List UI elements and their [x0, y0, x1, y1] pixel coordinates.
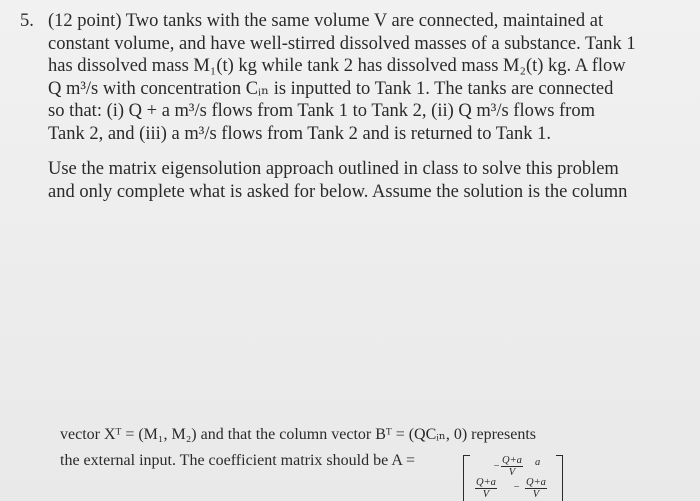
matrix-right-bracket — [556, 455, 563, 501]
coefficient-matrix — [463, 455, 563, 501]
matrix-a12: a — [535, 457, 541, 468]
text-line-3: has dissolved mass M₁(t) kg while tank 2 has dissolved mass M₂(t) kg. A flow — [48, 56, 626, 77]
matrix-a22: $\frac{Q+a}{V}$ — [526, 477, 546, 500]
matrix-a11-sign: − — [493, 461, 501, 472]
text-line-4: Q m³/s with concentration Cᵢₙ is inputted to Tank 1. The tanks are connected — [48, 78, 614, 99]
text-line-5: so that: (i) Q + a m³/s flows from Tank 1 to Tank 2, (ii) Q m³/s flows from — [48, 101, 595, 122]
text-line-1: 5. (12 point) Two tanks with the same volume V are connected, maintained at — [20, 11, 604, 31]
matrix-a21: $\frac{Q+a}{V}$ — [476, 477, 496, 500]
matrix-a11: $\frac{Q+a}{V}$ — [502, 455, 522, 478]
text-line-9: vector Xᵀ = (M₁, M₂) and that the column vector Bᵀ = (QCᵢₙ, 0) represents — [60, 426, 536, 443]
text-line-6: Tank 2, and (iii) a m³/s flows from Tank 2 and is returned to Tank 1. — [48, 123, 551, 144]
matrix-a22-sign: − — [513, 482, 521, 493]
matrix-left-bracket — [463, 455, 470, 501]
text-line-8: and only complete what is asked for below. Assume the solution is the column — [48, 181, 628, 202]
vector-paragraph — [60, 422, 680, 474]
problem-statement — [20, 10, 668, 146]
text-line-2: constant volume, and have well-stirred dissolved masses of a substance. Tank 1 — [48, 33, 636, 54]
text-line-10: the external input. The coefficient matrix should be A = — [60, 452, 416, 469]
instruction-paragraph — [48, 158, 668, 203]
problem-number: 5. — [20, 11, 34, 31]
text-line-7: Use the matrix eigensolution approach outlined in class to solve this problem — [48, 159, 619, 179]
